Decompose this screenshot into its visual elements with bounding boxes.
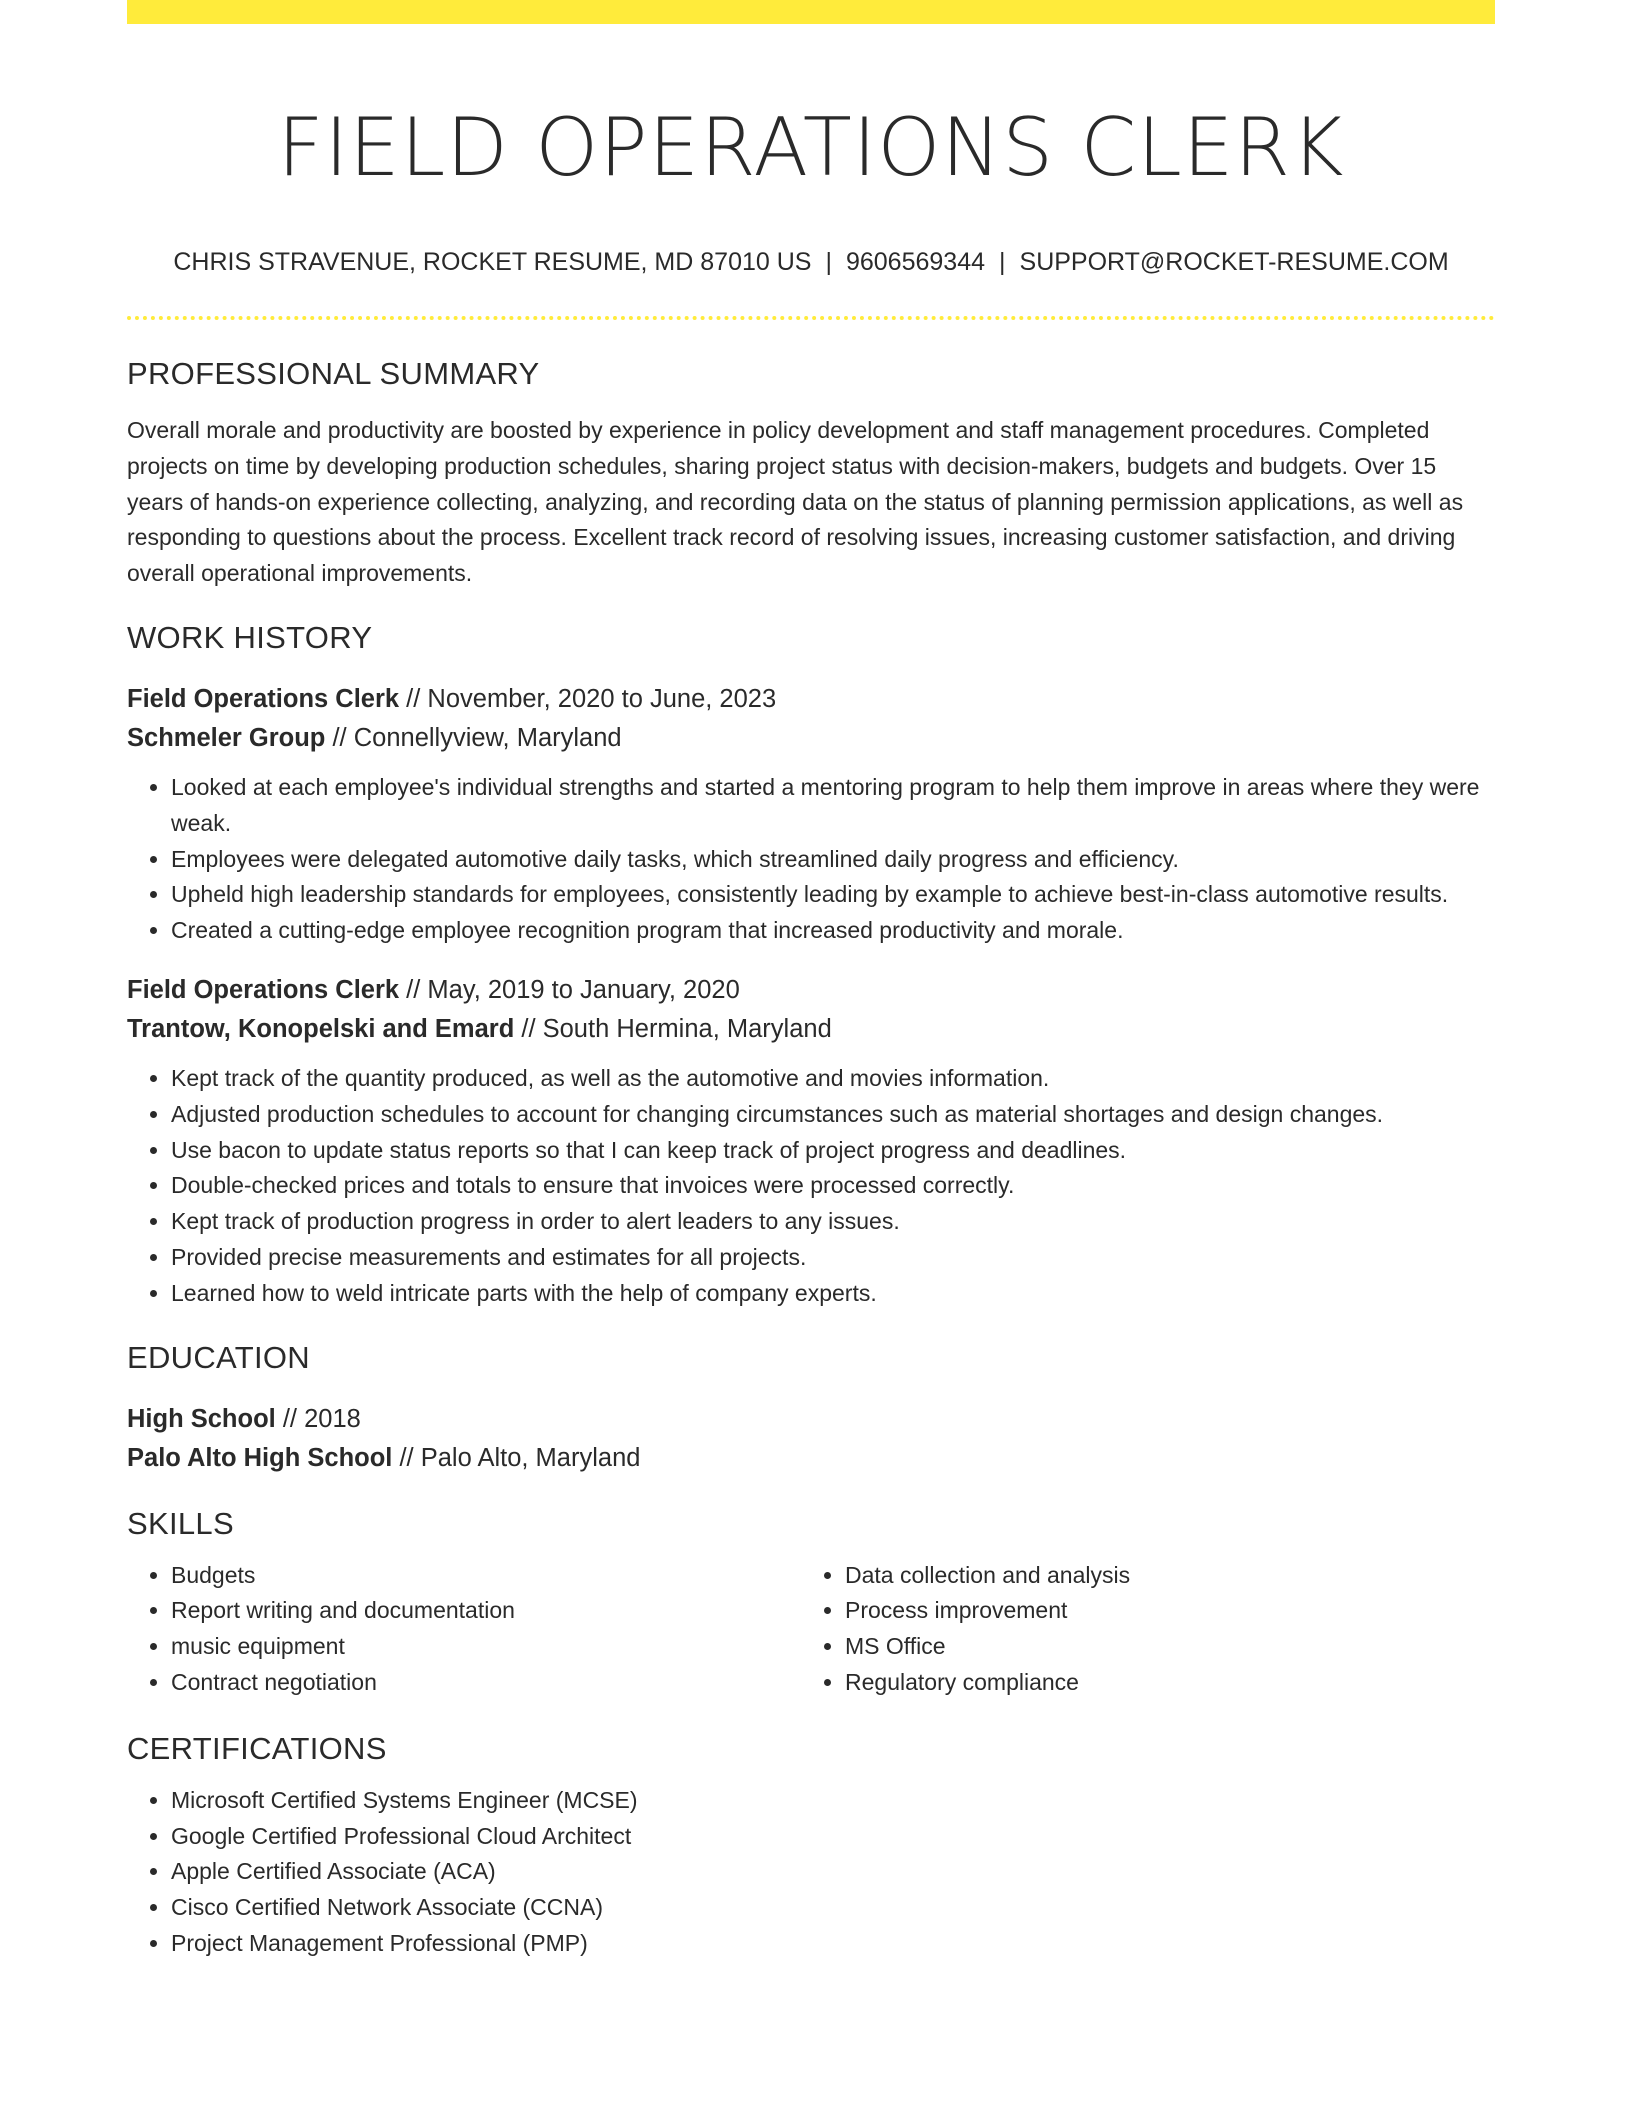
list-item: • Adjusted production schedules to account for changing circumstances such as material shortages and design changes. <box>171 1097 1495 1133</box>
education-school-line <box>127 1439 1495 1478</box>
skills-list <box>801 1558 1475 1701</box>
skills-column-right <box>801 1558 1475 1701</box>
list-item: • Data collection and analysis <box>845 1558 1475 1594</box>
summary-text: Overall morale and productivity are boosted by experience in policy development and staff management procedures. Completed projects on time by developing production schedules, sharing project status with decision-makers, budgets and budgets. Over 15 years of hands-on experience collecting, analyzing, and recording data on the status of planning permission applications, as well as responding to questions about the process. Excellent track record of resolving issues, increasing customer satisfaction, and driving overall operational improvements. <box>127 417 1464 587</box>
job-title: Field Operations Clerk <box>127 975 400 1004</box>
summary-section <box>127 354 1495 592</box>
job-dates: // May, 2019 to January, 2020 <box>399 975 740 1004</box>
contact-separator: | <box>825 248 832 276</box>
list-item: • Kept track of production progress in order to alert leaders to any issues. <box>171 1204 1495 1240</box>
contact-address: CHRIS STRAVENUE, ROCKET RESUME, MD 87010 US <box>173 248 812 276</box>
list-item: • Provided precise measurements and estimates for all projects. <box>171 1240 1495 1276</box>
list-item: • Double-checked prices and totals to ensure that invoices were processed correctly. <box>171 1168 1495 1204</box>
skills-grid <box>127 1558 1495 1701</box>
contact-line <box>127 246 1495 278</box>
contact-email: SUPPORT@ROCKET-RESUME.COM <box>1019 248 1449 276</box>
contact-phone: 9606569344 <box>845 248 986 276</box>
contact-separator: | <box>999 248 1006 276</box>
job-company-line <box>127 719 1495 758</box>
list-item: • Process improvement <box>845 1593 1475 1629</box>
list-item: • Budgets <box>171 1558 801 1594</box>
job-duties-list <box>127 770 1495 949</box>
summary-heading: PROFESSIONAL SUMMARY <box>127 356 540 391</box>
job-company: Schmeler Group <box>127 723 326 752</box>
accent-top-bar <box>127 0 1495 24</box>
job-company-line <box>127 1010 1495 1049</box>
work-history-section <box>127 618 1495 1312</box>
job-title: Field Operations Clerk <box>127 684 400 713</box>
job-entry <box>127 971 1495 1312</box>
list-item: • Contract negotiation <box>171 1665 801 1701</box>
job-entry <box>127 680 1495 949</box>
certifications-list <box>127 1783 1495 1962</box>
list-item: • Employees were delegated automotive daily tasks, which streamlined daily progress and efficiency. <box>171 842 1495 878</box>
skills-column-left <box>127 1558 801 1701</box>
certifications-section <box>127 1729 1495 1962</box>
education-school: Palo Alto High School <box>127 1443 393 1472</box>
skills-list <box>127 1558 801 1701</box>
work-history-heading: WORK HISTORY <box>127 619 373 655</box>
list-item: • Upheld high leadership standards for employees, consistently leading by example to achieve best-in-class automotive results. <box>171 877 1495 913</box>
job-title-line <box>127 971 1495 1010</box>
job-duties-list <box>127 1061 1495 1312</box>
list-item: • Use bacon to update status reports so that I can keep track of project progress and deadlines. <box>171 1133 1495 1169</box>
resume-title: FIELD OPERATIONS CLERK <box>277 101 1345 194</box>
list-item: • Looked at each employee's individual strengths and started a mentoring program to help them improve in areas where they were weak. <box>171 770 1495 842</box>
list-item: • Regulatory compliance <box>845 1665 1475 1701</box>
job-title-line <box>127 680 1495 719</box>
education-year: // 2018 <box>275 1404 361 1433</box>
list-item: • Google Certified Professional Cloud Architect <box>171 1819 1495 1855</box>
education-degree: High School <box>127 1404 276 1433</box>
education-location: // Palo Alto, Maryland <box>392 1443 641 1472</box>
list-item: • Report writing and documentation <box>171 1593 801 1629</box>
list-item: • Created a cutting-edge employee recognition program that increased productivity and morale. <box>171 913 1495 949</box>
list-item: • MS Office <box>845 1629 1475 1665</box>
job-company: Trantow, Konopelski and Emard <box>127 1014 515 1043</box>
list-item: • music equipment <box>171 1629 801 1665</box>
job-dates: // November, 2020 to June, 2023 <box>399 684 777 713</box>
education-section <box>127 1338 1495 1478</box>
skills-section <box>127 1504 1495 1701</box>
list-item: • Apple Certified Associate (ACA) <box>171 1854 1495 1890</box>
education-entry <box>127 1400 1495 1478</box>
dotted-divider <box>127 316 1495 320</box>
skills-heading: SKILLS <box>127 1505 234 1541</box>
list-item: • Kept track of the quantity produced, as well as the automotive and movies information. <box>171 1061 1495 1097</box>
education-heading: EDUCATION <box>127 1339 310 1375</box>
list-item: • Learned how to weld intricate parts with the help of company experts. <box>171 1276 1495 1312</box>
list-item: • Project Management Professional (PMP) <box>171 1926 1495 1962</box>
education-degree-line <box>127 1400 1495 1439</box>
list-item: • Microsoft Certified Systems Engineer (MCSE) <box>171 1783 1495 1819</box>
list-item: • Cisco Certified Network Associate (CCNA) <box>171 1890 1495 1926</box>
certifications-heading: CERTIFICATIONS <box>127 1730 387 1766</box>
resume-page <box>127 0 1495 1962</box>
job-location: // Connellyview, Maryland <box>325 723 622 752</box>
job-location: // South Hermina, Maryland <box>514 1014 832 1043</box>
